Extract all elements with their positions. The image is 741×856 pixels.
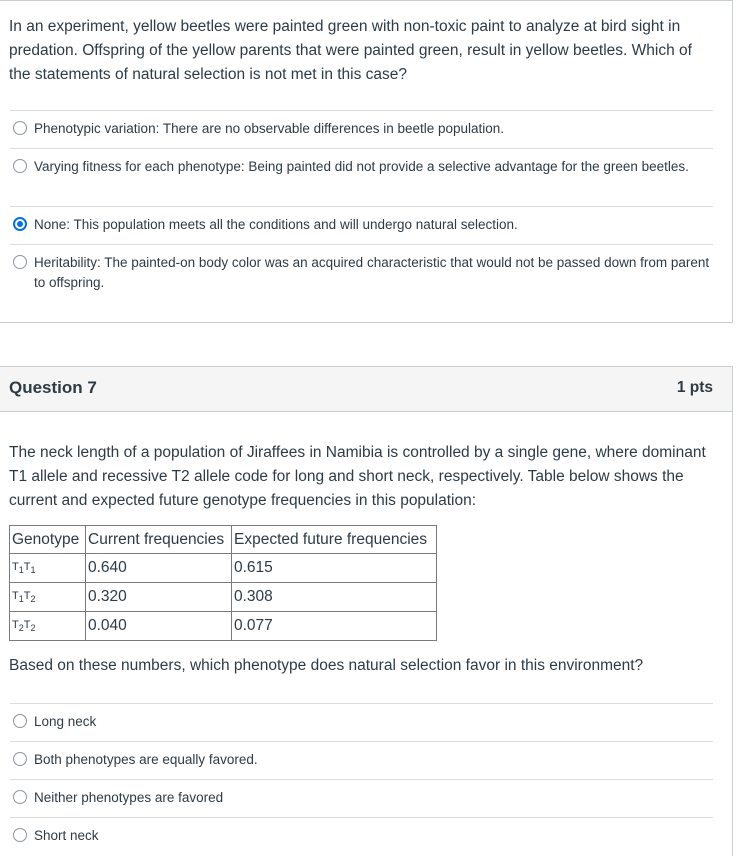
answer-option[interactable] [10, 741, 713, 779]
answer-label: Both phenotypes are equally favored. [34, 752, 258, 767]
question-title: Question 7 [9, 378, 97, 397]
answer-label: Heritability: The painted-on body color was an acquired characteristic that would not be passed down from parent to offspring. [34, 255, 710, 290]
radio-unchecked-icon[interactable] [13, 714, 27, 728]
table-row [10, 554, 437, 583]
expected-frequency-cell: 0.615 [232, 554, 437, 583]
question-header [0, 367, 732, 412]
current-frequency-cell: 0.320 [86, 583, 232, 612]
question-7-followup: Based on these numbers, which phenotype does natural selection favor in this environment? [9, 657, 644, 674]
answer-option[interactable] [10, 779, 713, 817]
answer-option[interactable] [10, 148, 713, 206]
answer-option-selected[interactable] [10, 206, 713, 244]
expected-frequency-cell: 0.308 [232, 583, 437, 612]
radio-unchecked-icon[interactable] [13, 828, 27, 842]
expected-frequency-cell: 0.077 [232, 612, 437, 641]
answer-label: None: This population meets all the conditions and will undergo natural selection. [34, 217, 518, 232]
question-7-card [0, 366, 733, 856]
column-header: Genotype [10, 526, 86, 554]
answer-option[interactable] [10, 244, 713, 302]
radio-unchecked-icon[interactable] [13, 159, 27, 173]
answer-label: Neither phenotypes are favored [34, 790, 224, 805]
radio-unchecked-icon[interactable] [13, 255, 27, 269]
radio-unchecked-icon[interactable] [13, 121, 27, 135]
question-6-prompt: In an experiment, yellow beetles were painted green with non-toxic paint to analyze at bird sight in predation. Offspring of the yellow parents that were painted green, result in yellow beetles. Which of the statements of natural selection is not met in this case? [9, 18, 692, 83]
radio-checked-icon[interactable] [13, 217, 27, 231]
answer-option[interactable] [10, 110, 713, 148]
question-6-answers [10, 110, 713, 302]
genotype-cell: $T_1T_1$ [10, 554, 86, 583]
answer-label: Short neck [34, 828, 99, 843]
radio-unchecked-icon[interactable] [13, 790, 27, 804]
column-header: Current frequencies [86, 526, 232, 554]
genotype-cell: $T_2T_2$ [10, 612, 86, 641]
table-row [10, 612, 437, 641]
radio-unchecked-icon[interactable] [13, 752, 27, 766]
question-points: 1 pts [676, 379, 713, 396]
question-6-card [0, 0, 733, 323]
question-7-answers [10, 703, 713, 855]
answer-label: Long neck [34, 714, 97, 729]
answer-option[interactable] [10, 817, 713, 855]
current-frequency-cell: 0.040 [86, 612, 232, 641]
answer-option[interactable] [10, 703, 713, 741]
answer-label: Phenotypic variation: There are no observable differences in beetle population. [34, 121, 505, 136]
column-header: Expected future frequencies [232, 526, 437, 554]
answer-label: Varying fitness for each phenotype: Being painted did not provide a selective advantage for the green beetles. [34, 159, 689, 174]
current-frequency-cell: 0.640 [86, 554, 232, 583]
table-header-row [10, 526, 437, 554]
genotype-cell: $T_1T_2$ [10, 583, 86, 612]
genotype-frequency-table [9, 525, 437, 641]
table-row [10, 583, 437, 612]
question-7-prompt: The neck length of a population of Jiraffees in Namibia is controlled by a single gene, where dominant T1 allele and recessive T2 allele code for long and short neck, respectively. Table below shows the current and expected future genotype frequencies in this population: [9, 444, 706, 509]
